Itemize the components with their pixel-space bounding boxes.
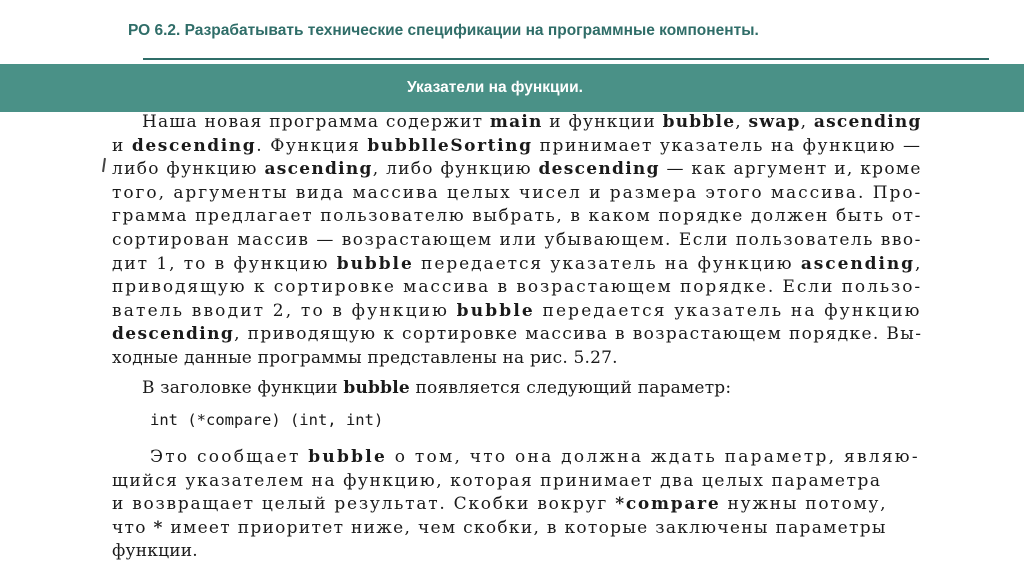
paragraph1-line: либо функцию ascending, либо функцию descending — как аргумент и, кроме bbox=[112, 159, 922, 180]
paragraph1-line: descending, приводящую к сортировке массива в возрастающем порядке. Вы- bbox=[112, 324, 923, 345]
section-banner bbox=[0, 64, 1024, 112]
paragraph3-line: и возвращает целый результат. Скобки вокруг *compare нужны потому, bbox=[112, 494, 888, 515]
paragraph1-line: того, аргументы вида массива целых чисел и размера этого массива. Про- bbox=[112, 182, 923, 203]
paragraph2-line: В заголовке функции bubble появляется следующий параметр: bbox=[142, 378, 732, 398]
title-underline bbox=[143, 58, 989, 60]
paragraph1-line: и descending. Функция bubblleSorting принимает указатель на функцию — bbox=[112, 135, 922, 156]
banner-title: Указатели на функции. bbox=[407, 79, 583, 96]
paragraph1-line: приводящую к сортировке массива в возрастающем порядке. Если пользо- bbox=[112, 277, 923, 298]
paragraph1-line: дит 1, то в функцию bubble передается указатель на функцию ascending, bbox=[112, 253, 923, 274]
slide-title: РО 6.2. Разрабатывать технические спецификации на программные компоненты. bbox=[128, 22, 759, 39]
scan-margin-mark bbox=[102, 158, 106, 172]
paragraph1-line: ватель вводит 2, то в функцию bubble передается указатель на функцию bbox=[112, 300, 922, 321]
code-signature: int (*compare) (int, int) bbox=[150, 411, 384, 429]
paragraph1-line: Наша новая программа содержит main и функции bubble, swap, ascending bbox=[142, 112, 922, 132]
paragraph3-line: Это сообщает bubble о том, что она должна ждать параметр, являю- bbox=[150, 447, 920, 467]
paragraph3-line: щийся указателем на функцию, которая принимает два целых параметра bbox=[112, 470, 882, 491]
paragraph1-line: сортирован массив — возрастающем или убывающем. Если пользователь вво- bbox=[112, 230, 922, 250]
paragraph1-line: ходные данные программы представлены на рис. 5.27. bbox=[112, 348, 618, 368]
paragraph1-line: грамма предлагает пользователю выбрать, в каком порядке должен быть от- bbox=[112, 206, 922, 227]
paragraph3-line: что * имеет приоритет ниже, чем скобки, в которые заключены параметры bbox=[112, 517, 887, 538]
paragraph3-line: функции. bbox=[112, 541, 198, 562]
